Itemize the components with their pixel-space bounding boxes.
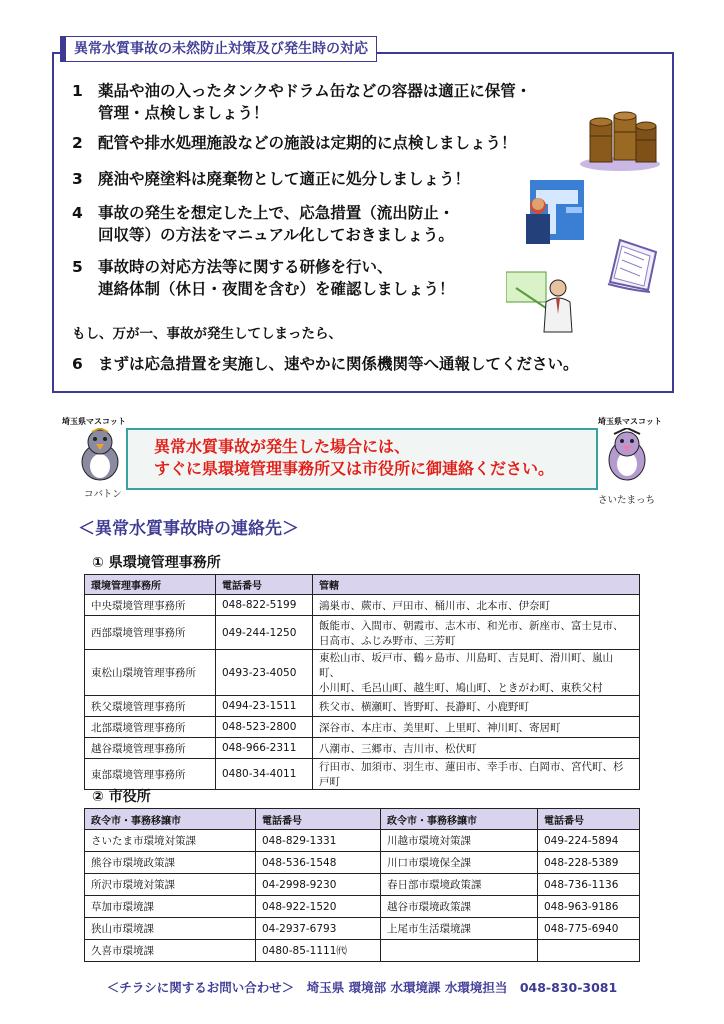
table-cell: 048-966-2311 (216, 738, 313, 759)
emergency-alert-box (126, 428, 598, 490)
table-cell: 西部環境管理事務所 (85, 616, 216, 650)
table-cell: 北部環境管理事務所 (85, 717, 216, 738)
table-cell: 048-523-2800 (216, 717, 313, 738)
mascot-label-left: 埼玉県マスコット (62, 417, 126, 426)
table-row (85, 852, 640, 874)
table-cell: 東松山市、坂戸市、鶴ヶ島市、川島町、吉見町、滑川町、嵐山町、 小川町、毛呂山町、越生町、鳩山町、ときがわ町、東秩父村 (313, 650, 640, 696)
table-row (85, 696, 640, 717)
table-cell: 飯能市、入間市、朝霞市、志木市、和光市、新座市、富士見市、 日高市、ふじみ野市、三芳町 (313, 616, 640, 650)
table-row (85, 650, 640, 696)
table-cell: 0494-23-1511 (216, 696, 313, 717)
table-cell: 048-736-1136 (538, 874, 640, 896)
table-cell: 越谷環境管理事務所 (85, 738, 216, 759)
col-phone: 電話番号 (216, 575, 313, 595)
measure-item-2: 2 配管や排水処理施設などの施設は定期的に点検しましょう！ (72, 134, 517, 152)
table-cell: 中央環境管理事務所 (85, 595, 216, 616)
table-cell: 川越市環境対策課 (381, 830, 538, 852)
table-cell: 049-244-1250 (216, 616, 313, 650)
table-cell: 秩父環境管理事務所 (85, 696, 216, 717)
table-cell: 越谷市環境政策課 (381, 896, 538, 918)
table-cell: 八潮市、三郷市、吉川市、松伏町 (313, 738, 640, 759)
inquiry-footer: ＜チラシに関するお問い合わせ＞ 埼玉県 環境部 水環境課 水環境担当 048-830-3081 (106, 980, 618, 995)
table-cell: 春日部市環境政策課 (381, 874, 538, 896)
col-phone-2: 電話番号 (538, 809, 640, 830)
table-row (85, 874, 640, 896)
table-cell: 048-775-6940 (538, 918, 640, 940)
table-cell: 川口市環境保全課 (381, 852, 538, 874)
col-phone-1: 電話番号 (256, 809, 381, 830)
table-cell: 048-963-9186 (538, 896, 640, 918)
table-cell: 鴻巣市、蕨市、戸田市、桶川市、北本市、伊奈町 (313, 595, 640, 616)
manual-book-illustration (604, 232, 660, 294)
table-cell: さいたま市環境対策課 (85, 830, 256, 852)
pipe-worker-illustration (522, 180, 586, 248)
prefectural-office-table (84, 574, 640, 790)
oil-drums-illustration (580, 108, 662, 172)
table-row (85, 896, 640, 918)
table-cell: 048-228-5389 (538, 852, 640, 874)
table-cell: 深谷市、本庄市、美里町、上里町、神川町、寄居町 (313, 717, 640, 738)
table-header-row (85, 809, 640, 830)
table-row (85, 759, 640, 790)
section-city-offices: ② 市役所 (92, 789, 151, 805)
table-cell: 熊谷市環境政策課 (85, 852, 256, 874)
mascot-name-left: コバトン (84, 489, 122, 500)
table-cell: 048-822-5199 (216, 595, 313, 616)
table-cell (538, 940, 640, 962)
table-row (85, 830, 640, 852)
mascot-name-right: さいたまっち (598, 495, 656, 506)
table-cell: 048-922-1520 (256, 896, 381, 918)
table-row (85, 738, 640, 759)
measure-item-6: 6 まずは応急措置を実施し、速やかに関係機関等へ通報してください。 (72, 355, 579, 373)
table-cell: 東部環境管理事務所 (85, 759, 216, 790)
table-cell: 049-224-5894 (538, 830, 640, 852)
col-office: 環境管理事務所 (85, 575, 216, 595)
table-cell: 上尾市生活環境課 (381, 918, 538, 940)
col-city-2: 政令市・事務移譲市 (381, 809, 538, 830)
table-cell: 所沢市環境対策課 (85, 874, 256, 896)
table-cell: 04-2998-9230 (256, 874, 381, 896)
section-prefectural-offices: ① 県環境管理事務所 (92, 555, 221, 571)
table-cell: 048-536-1548 (256, 852, 381, 874)
if-accident-text: もし、万が一、事故が発生してしまったら、 (72, 326, 342, 342)
training-presenter-illustration (506, 268, 578, 334)
measure-item-1: 1 薬品や油の入ったタンクやドラム缶などの容器は適正に保管・ 管理・点検しましょう！ (72, 82, 532, 122)
table-cell: 048-829-1331 (256, 830, 381, 852)
table-row (85, 717, 640, 738)
table-row (85, 940, 640, 962)
alert-line-2: すぐに県環境管理事務所又は市役所に御連絡ください。 (154, 459, 555, 478)
table-cell: 04-2937-6793 (256, 918, 381, 940)
table-cell: 久喜市環境課 (85, 940, 256, 962)
table-cell: 草加市環境課 (85, 896, 256, 918)
mascot-label-right: 埼玉県マスコット (598, 417, 662, 426)
measures-title: 異常水質事故の未然防止対策及び発生時の対応 (60, 36, 377, 62)
measure-item-3: 3 廃油や廃塗料は廃棄物として適正に処分しましょう！ (72, 170, 471, 188)
measure-item-4: 4 事故の発生を想定した上で、応急措置（流出防止・ 回収等）の方法をマニュアル化しておきましょう。 (72, 204, 455, 244)
alert-line-1: 異常水質事故が発生した場合には、 (154, 437, 411, 456)
saitamacchi-mascot-icon (604, 428, 650, 482)
table-cell: 0493-23-4050 (216, 650, 313, 696)
city-office-table (84, 808, 640, 962)
measure-item-5: 5 事故時の対応方法等に関する研修を行い、 連絡体制（休日・夜間を含む）を確認しましょう！ (72, 258, 455, 298)
table-row (85, 595, 640, 616)
table-cell: 狭山市環境課 (85, 918, 256, 940)
col-jurisdiction: 管轄 (313, 575, 640, 595)
table-cell: 東松山環境管理事務所 (85, 650, 216, 696)
kobaton-mascot-icon (78, 428, 122, 482)
table-cell: 行田市、加須市、羽生市、蓮田市、幸手市、白岡市、宮代町、杉戸町 (313, 759, 640, 790)
table-cell: 0480-85-1111㈹ (256, 940, 381, 962)
table-cell: 0480-34-4011 (216, 759, 313, 790)
table-cell: 秩父市、横瀬町、皆野町、長瀞町、小鹿野町 (313, 696, 640, 717)
contact-heading: ＜異常水質事故時の連絡先＞ (78, 519, 299, 539)
table-row (85, 918, 640, 940)
table-cell (381, 940, 538, 962)
table-row (85, 616, 640, 650)
col-city-1: 政令市・事務移譲市 (85, 809, 256, 830)
table-header-row (85, 575, 640, 595)
